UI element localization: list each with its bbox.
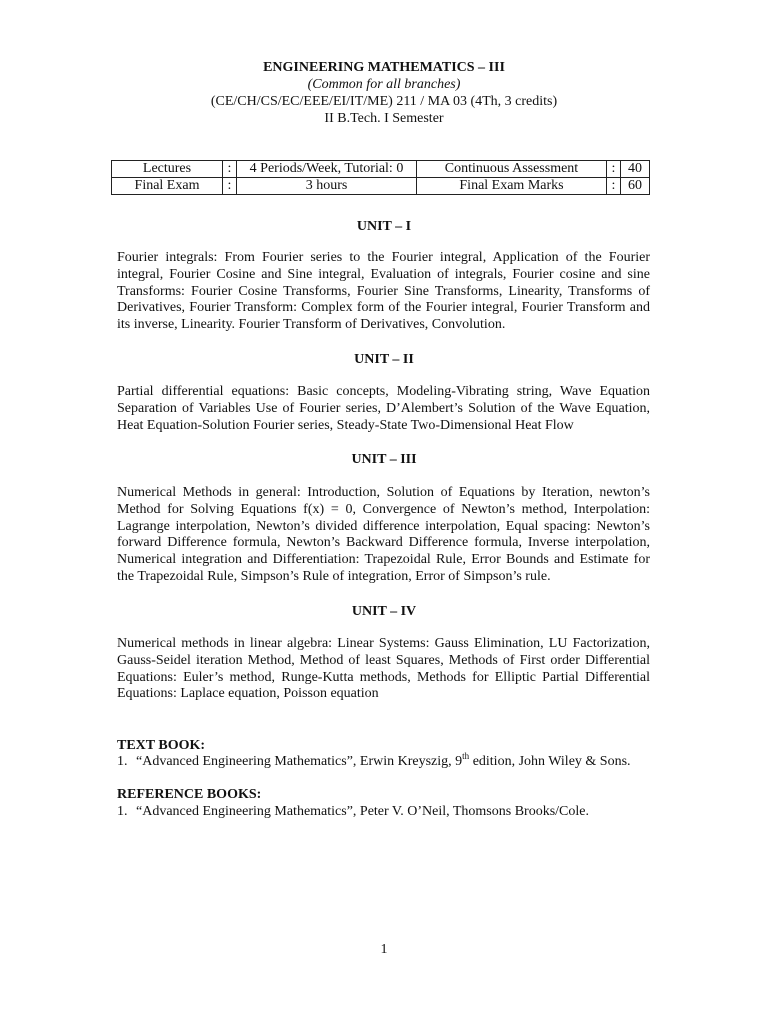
schedule-separator: : xyxy=(223,178,237,195)
page-number: 1 xyxy=(380,942,388,957)
schedule-value: 60 xyxy=(621,178,650,195)
schedule-label: Final Exam xyxy=(112,178,223,195)
unit-1-heading: UNIT – I xyxy=(356,219,412,234)
schedule-label: Final Exam Marks xyxy=(417,178,607,195)
unit-2-content: Partial differential equations: Basic concepts, Modeling-Vibrating string, Wave Equation Separation of Variables Use of Fourier series, D’Alembert’s Solution of the Wave Equation, Heat Equation-Solution Fourier series, Steady-State Two-Dimensional Heat Flow xyxy=(117,384,650,433)
schedule-label: Continuous Assessment xyxy=(417,161,607,178)
unit-4-heading: UNIT – IV xyxy=(351,604,417,619)
unit-3-heading: UNIT – III xyxy=(351,452,417,467)
unit-3-content: Numerical Methods in general: Introduction, Solution of Equations by Iteration, newton’s Method for Solving Equations f(x) = 0, Convergence of Newton’s method, Interpolation: Lagrange interpolation, Newton’s divided difference interpolation, Equal spacing: Newton’s forward Difference formula, Newton’s Backward Difference formula, Inverse interpolation, Numerical integration and Differentiation: Trapezoidal Rule, Error Bounds and Estimate for the Trapezoidal Rule, Simpson’s Rule of integration, Error of Simpson’s rule. xyxy=(117,485,650,584)
text-book-heading: TEXT BOOK: xyxy=(117,738,206,753)
unit-2-heading: UNIT – II xyxy=(354,352,414,367)
schedule-value: 4 Periods/Week, Tutorial: 0 xyxy=(237,161,417,178)
schedule-separator: : xyxy=(607,178,621,195)
reference-books-heading: REFERENCE BOOKS: xyxy=(117,787,262,802)
schedule-value: 3 hours xyxy=(237,178,417,195)
unit-4-content: Numerical methods in linear algebra: Linear Systems: Gauss Elimination, LU Factorization, Gauss-Seidel iteration Method, Method of least Squares, Methods of First order Differential Equations: Euler’s method, Runge-Kutta methods, Methods for Elliptic Partial Differential Equations: Laplace equation, Poisson equation xyxy=(117,636,650,702)
edition-superscript: th xyxy=(462,751,470,761)
reference-book-item xyxy=(117,804,589,820)
course-subtitle: (Common for all branches) xyxy=(307,77,461,92)
course-code-line: (CE/CH/CS/EC/EEE/EI/IT/ME) 211 / MA 03 (4Th, 3 credits) xyxy=(210,94,558,109)
text-book-title: “Advanced Engineering Mathematics”, Erwin Kreyszig, 9 xyxy=(136,754,463,769)
list-number: 1. xyxy=(117,804,128,819)
text-book-publisher: edition, John Wiley & Sons. xyxy=(469,754,631,769)
reference-book-title: “Advanced Engineering Mathematics”, Peter V. O’Neil, Thomsons Brooks/Cole. xyxy=(136,804,589,819)
table-row xyxy=(112,161,650,178)
unit-1-content: Fourier integrals: From Fourier series to the Fourier integral, Application of the Fourier integral, Fourier Cosine and Sine integral, Evaluation of integrals, Fourier cosine and sine Transforms: Fourier Cosine Transforms, Fourier Sine Transforms, Linearity, Transforms of Derivatives, Fourier Transform: Complex form of the Fourier integral, Fourier Transform and its inverse, Linearity. Fourier Transform of Derivatives, Convolution. xyxy=(117,250,650,333)
schedule-separator: : xyxy=(607,161,621,178)
table-row xyxy=(112,178,650,195)
course-title: ENGINEERING MATHEMATICS – III xyxy=(263,60,505,75)
semester-line: II B.Tech. I Semester xyxy=(324,111,444,126)
list-number: 1. xyxy=(117,754,128,769)
schedule-value: 40 xyxy=(621,161,650,178)
text-book-item xyxy=(117,751,631,770)
schedule-label: Lectures xyxy=(112,161,223,178)
schedule-table xyxy=(111,160,650,195)
schedule-separator: : xyxy=(223,161,237,178)
